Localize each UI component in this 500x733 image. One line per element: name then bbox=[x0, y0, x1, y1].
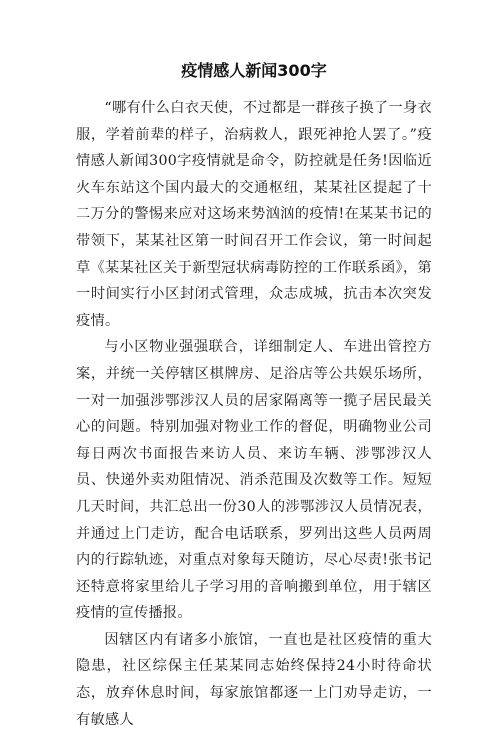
document-title: 疫情感人新闻300字 bbox=[181, 61, 327, 80]
paragraph-1: “哪有什么白衣天使，不过都是一群孩子换了一身衣服，学着前辈的样子，治病救人，跟死神抢人罢了。”疫情感人新闻300字疫情就是命令，防控就是任务!因临近火车东站这个国内最大的交通枢纽，某某社区提起了十二万分的警惕来应对这场来势汹汹的疫情!在某某书记的带领下，某某社区第一时间召开工作会议，第一时间起草《某某社区关于新型冠状病毒防控的工作联系函》，第一时间实行小区封闭式管理，众志成城，抗击本次突发疫情。 bbox=[76, 100, 432, 329]
document-page bbox=[76, 60, 432, 733]
paragraph-3: 因辖区内有诸多小旅馆，一直也是社区疫情的重大隐患，社区综保主任某某同志始终保持24小时待命状态，放弃休息时间，每家旅馆都逐一上门劝导走访，一有敏感人 bbox=[76, 631, 432, 728]
paragraph-2: 与小区物业强强联合，详细制定人、车进出管控方案，并统一关停辖区棋牌房、足浴店等公共娱乐场所，一对一加强涉鄂涉汉人员的居家隔离等一揽子居民最关心的问题。特别加强对物业工作的督促，明确物业公司每日两次书面报告来访人员、来访车辆、涉鄂涉汉人员、快递外卖劝阻情况、消杀范围及次数等工作。短短几天时间，共汇总出一份30人的涉鄂涉汉人员情况表，并通过上门走访，配合电话联系，罗列出这些人员两周内的行踪轨迹，对重点对象每天随访，尽心尽责!张书记还特意将家里给儿子学习用的音响搬到单位，用于辖区疫情的宣传播报。 bbox=[76, 339, 432, 622]
